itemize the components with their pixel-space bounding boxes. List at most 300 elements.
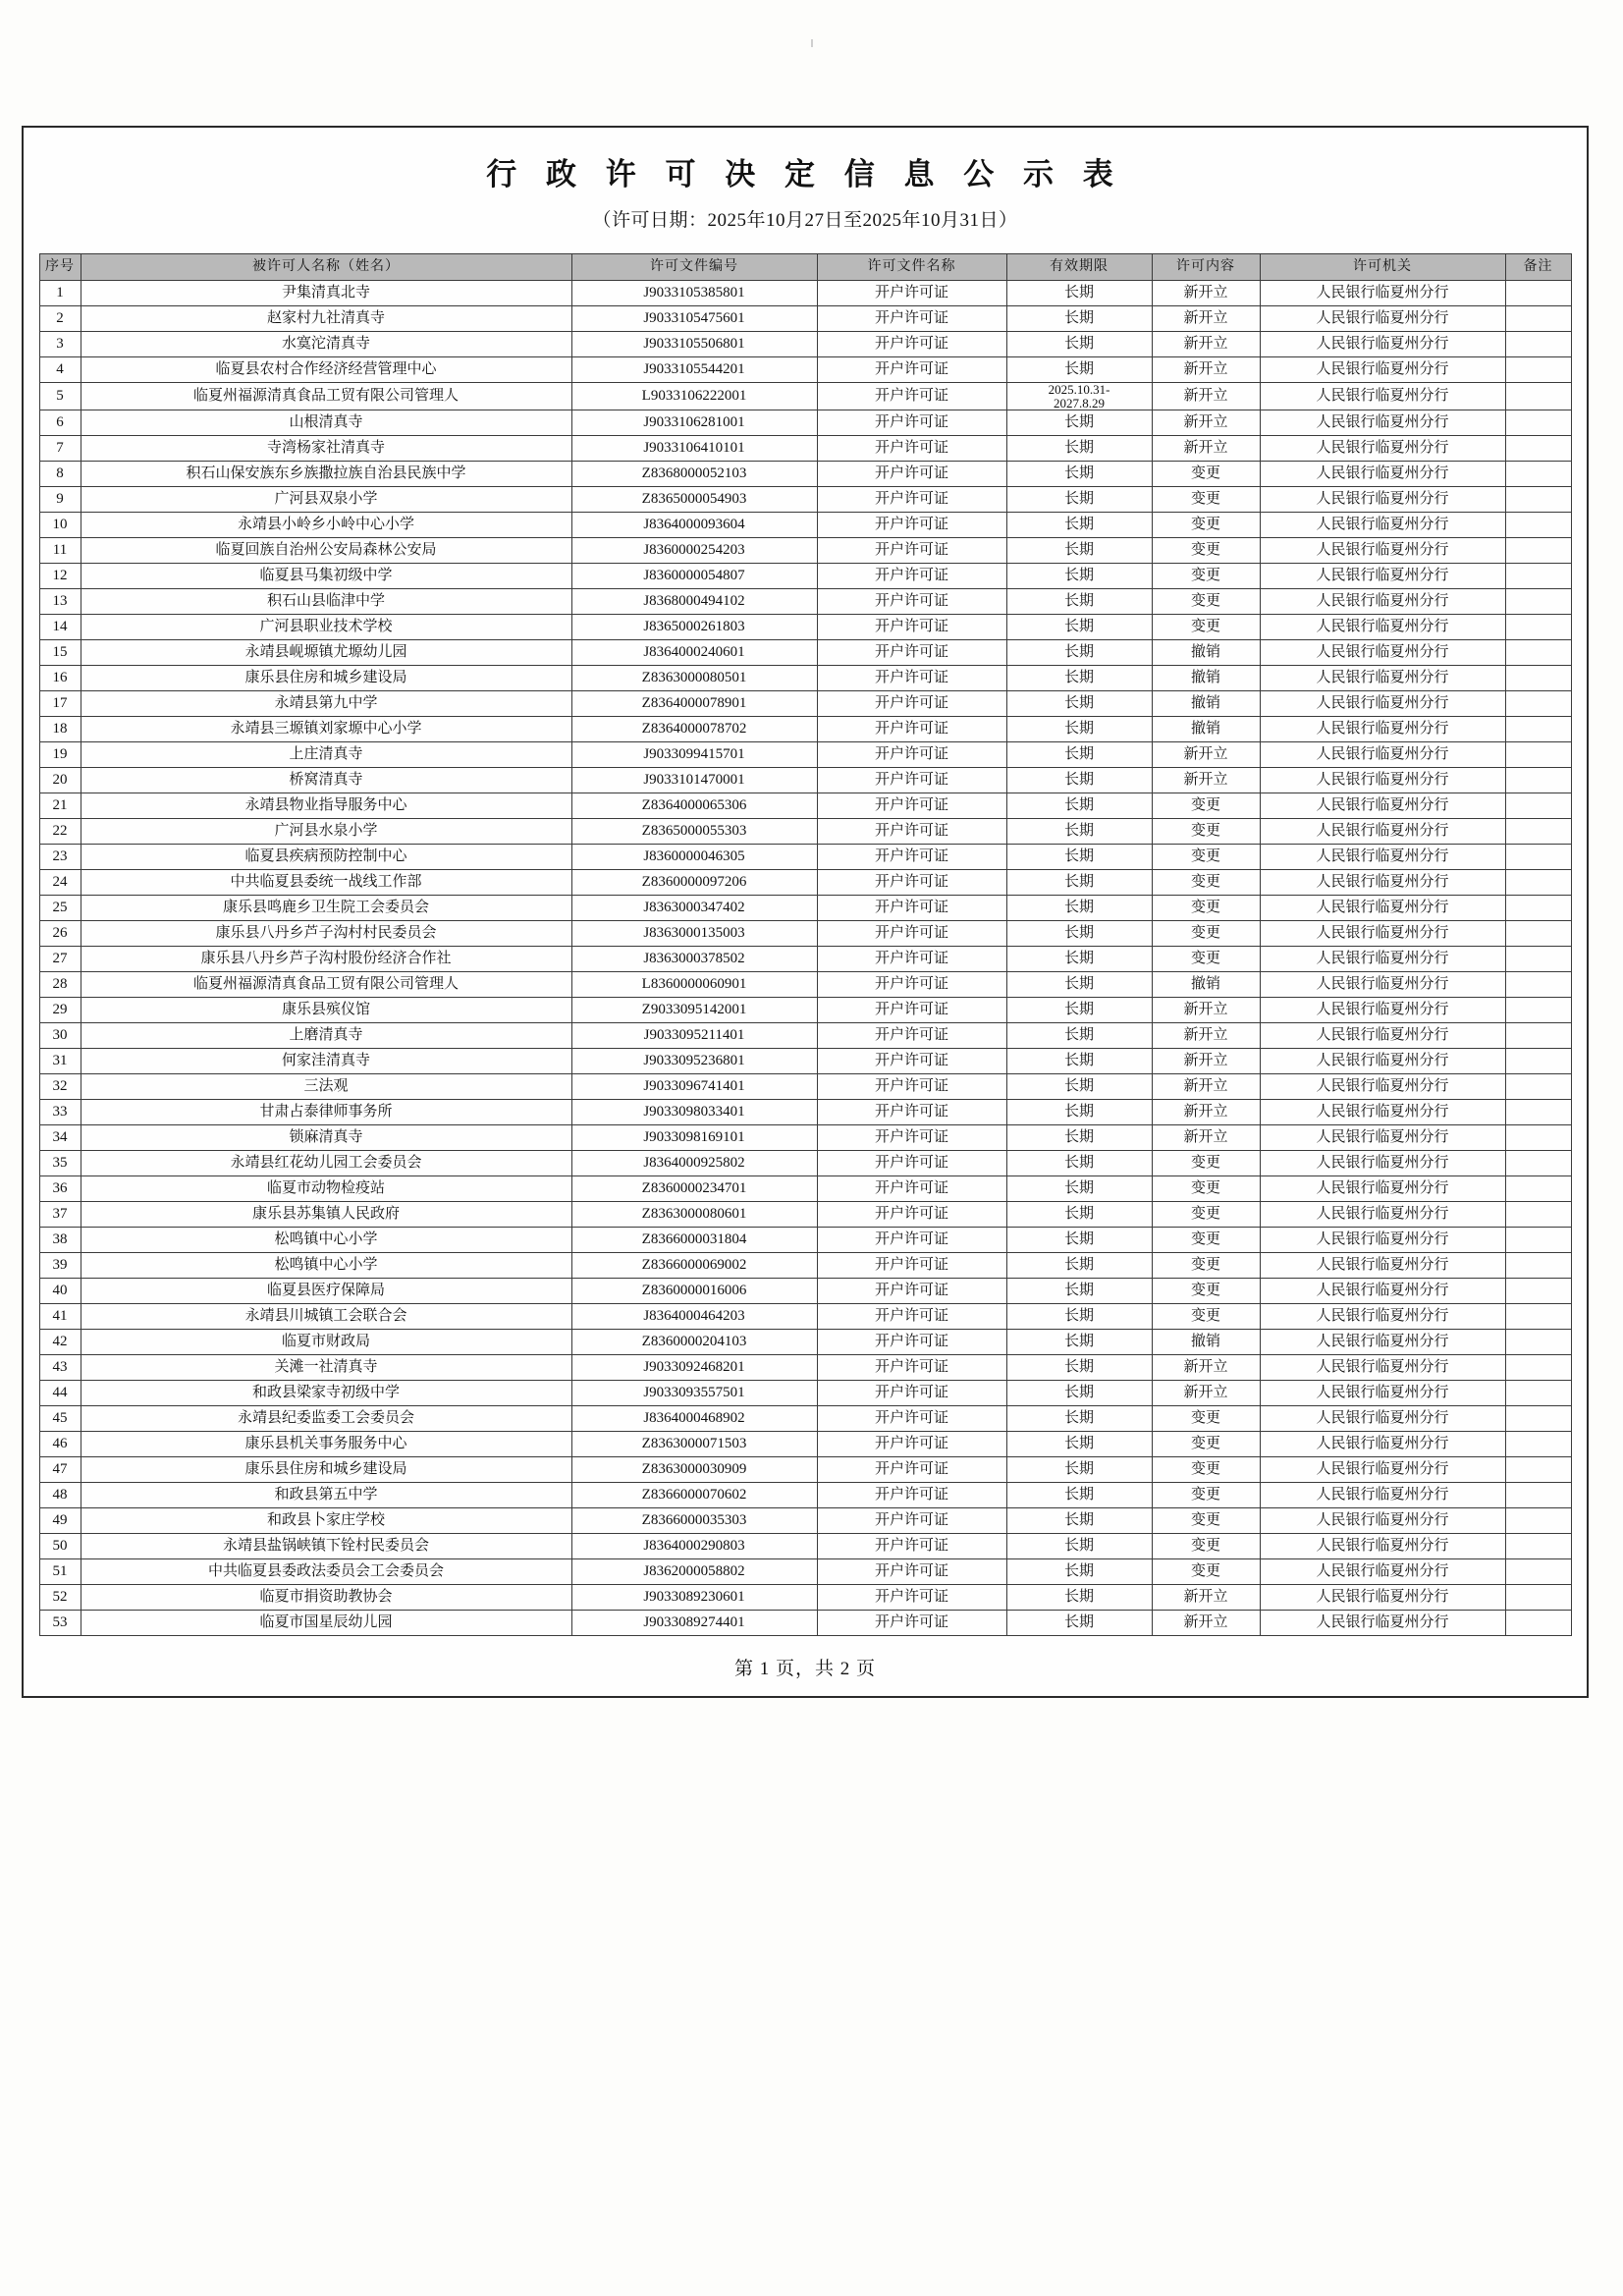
cell-doc-name: 开户许可证 <box>817 589 1006 615</box>
cell-index: 46 <box>39 1432 81 1457</box>
cell-authority: 人民银行临夏州分行 <box>1260 768 1505 793</box>
cell-content: 新开立 <box>1152 410 1260 436</box>
cell-remark <box>1505 640 1571 666</box>
cell-content: 变更 <box>1152 487 1260 513</box>
cell-content: 变更 <box>1152 793 1260 819</box>
cell-content: 变更 <box>1152 538 1260 564</box>
cell-content: 变更 <box>1152 1559 1260 1585</box>
cell-doc-name: 开户许可证 <box>817 1202 1006 1228</box>
column-header-remark: 备注 <box>1505 254 1571 281</box>
cell-content: 变更 <box>1152 1253 1260 1279</box>
cell-remark <box>1505 742 1571 768</box>
table-row <box>39 1508 1571 1534</box>
cell-remark <box>1505 410 1571 436</box>
cell-licensee: 和政县第五中学 <box>81 1483 571 1508</box>
cell-validity: 长期 <box>1006 1176 1152 1202</box>
cell-index: 20 <box>39 768 81 793</box>
permit-table <box>39 253 1572 1636</box>
table-row <box>39 1049 1571 1074</box>
cell-doc-number: L8360000060901 <box>571 972 817 998</box>
cell-doc-number: J9033098169101 <box>571 1125 817 1151</box>
cell-index: 51 <box>39 1559 81 1585</box>
cell-doc-number: J9033089274401 <box>571 1611 817 1636</box>
cell-doc-name: 开户许可证 <box>817 1100 1006 1125</box>
table-row <box>39 1559 1571 1585</box>
cell-authority: 人民银行临夏州分行 <box>1260 1457 1505 1483</box>
table-body <box>39 281 1571 1636</box>
cell-doc-name: 开户许可证 <box>817 1228 1006 1253</box>
cell-validity: 长期 <box>1006 538 1152 564</box>
cell-validity: 长期 <box>1006 1508 1152 1534</box>
cell-doc-number: Z8360000234701 <box>571 1176 817 1202</box>
cell-licensee: 永靖县物业指导服务中心 <box>81 793 571 819</box>
cell-licensee: 积石山县临津中学 <box>81 589 571 615</box>
cell-content: 变更 <box>1152 870 1260 896</box>
cell-doc-name: 开户许可证 <box>817 1074 1006 1100</box>
cell-authority: 人民银行临夏州分行 <box>1260 1381 1505 1406</box>
cell-doc-number: L9033106222001 <box>571 383 817 410</box>
cell-doc-name: 开户许可证 <box>817 819 1006 845</box>
cell-validity: 长期 <box>1006 357 1152 383</box>
cell-authority: 人民银行临夏州分行 <box>1260 1100 1505 1125</box>
cell-authority: 人民银行临夏州分行 <box>1260 1304 1505 1330</box>
cell-authority: 人民银行临夏州分行 <box>1260 1330 1505 1355</box>
cell-index: 4 <box>39 357 81 383</box>
cell-doc-number: Z8366000069002 <box>571 1253 817 1279</box>
cell-content: 变更 <box>1152 1483 1260 1508</box>
cell-licensee: 三法观 <box>81 1074 571 1100</box>
cell-validity: 长期 <box>1006 742 1152 768</box>
cell-authority: 人民银行临夏州分行 <box>1260 1228 1505 1253</box>
page-title: 行 政 许 可 决 定 信 息 公 示 表 <box>486 157 1124 191</box>
cell-doc-name: 开户许可证 <box>817 332 1006 357</box>
cell-validity: 长期 <box>1006 768 1152 793</box>
cell-authority: 人民银行临夏州分行 <box>1260 1559 1505 1585</box>
cell-index: 24 <box>39 870 81 896</box>
cell-authority: 人民银行临夏州分行 <box>1260 1406 1505 1432</box>
cell-doc-number: Z8363000071503 <box>571 1432 817 1457</box>
cell-authority: 人民银行临夏州分行 <box>1260 462 1505 487</box>
cell-doc-name: 开户许可证 <box>817 357 1006 383</box>
cell-licensee: 永靖县三塬镇刘家塬中心小学 <box>81 717 571 742</box>
cell-index: 13 <box>39 589 81 615</box>
cell-licensee: 赵家村九社清真寺 <box>81 306 571 332</box>
cell-remark <box>1505 1100 1571 1125</box>
cell-licensee: 康乐县住房和城乡建设局 <box>81 1457 571 1483</box>
cell-index: 44 <box>39 1381 81 1406</box>
cell-doc-name: 开户许可证 <box>817 564 1006 589</box>
cell-doc-name: 开户许可证 <box>817 281 1006 306</box>
cell-licensee: 临夏市捐资助教协会 <box>81 1585 571 1611</box>
cell-doc-name: 开户许可证 <box>817 1457 1006 1483</box>
cell-content: 变更 <box>1152 1508 1260 1534</box>
cell-doc-number: Z8360000204103 <box>571 1330 817 1355</box>
cell-content: 新开立 <box>1152 768 1260 793</box>
cell-content: 新开立 <box>1152 383 1260 410</box>
cell-licensee: 康乐县苏集镇人民政府 <box>81 1202 571 1228</box>
cell-index: 6 <box>39 410 81 436</box>
cell-index: 42 <box>39 1330 81 1355</box>
cell-doc-number: Z8368000052103 <box>571 462 817 487</box>
cell-doc-number: J9033096741401 <box>571 1074 817 1100</box>
cell-authority: 人民银行临夏州分行 <box>1260 513 1505 538</box>
cell-validity: 长期 <box>1006 1381 1152 1406</box>
cell-licensee: 永靖县川城镇工会联合会 <box>81 1304 571 1330</box>
cell-doc-number: J9033099415701 <box>571 742 817 768</box>
cell-index: 35 <box>39 1151 81 1176</box>
table-row <box>39 1432 1571 1457</box>
table-row <box>39 998 1571 1023</box>
cell-doc-name: 开户许可证 <box>817 1508 1006 1534</box>
cell-validity: 长期 <box>1006 1151 1152 1176</box>
cell-content: 新开立 <box>1152 281 1260 306</box>
cell-doc-number: Z8365000055303 <box>571 819 817 845</box>
cell-index: 31 <box>39 1049 81 1074</box>
cell-validity: 长期 <box>1006 281 1152 306</box>
cell-remark <box>1505 793 1571 819</box>
cell-content: 撤销 <box>1152 666 1260 691</box>
cell-validity: 长期 <box>1006 306 1152 332</box>
table-row <box>39 1330 1571 1355</box>
cell-remark <box>1505 947 1571 972</box>
cell-remark <box>1505 1304 1571 1330</box>
cell-authority: 人民银行临夏州分行 <box>1260 1151 1505 1176</box>
cell-remark <box>1505 998 1571 1023</box>
cell-doc-number: J9033095211401 <box>571 1023 817 1049</box>
cell-licensee: 关滩一社清真寺 <box>81 1355 571 1381</box>
cell-remark <box>1505 332 1571 357</box>
cell-content: 变更 <box>1152 1406 1260 1432</box>
cell-doc-number: J9033106281001 <box>571 410 817 436</box>
cell-remark <box>1505 589 1571 615</box>
table-row <box>39 564 1571 589</box>
cell-authority: 人民银行临夏州分行 <box>1260 640 1505 666</box>
cell-remark <box>1505 1279 1571 1304</box>
cell-authority: 人民银行临夏州分行 <box>1260 742 1505 768</box>
cell-licensee: 永靖县小岭乡小岭中心小学 <box>81 513 571 538</box>
cell-doc-number: J8365000261803 <box>571 615 817 640</box>
cell-content: 变更 <box>1152 1176 1260 1202</box>
cell-authority: 人民银行临夏州分行 <box>1260 1253 1505 1279</box>
cell-index: 50 <box>39 1534 81 1559</box>
cell-content: 新开立 <box>1152 1023 1260 1049</box>
cell-content: 新开立 <box>1152 1125 1260 1151</box>
cell-doc-number: J9033106410101 <box>571 436 817 462</box>
cell-licensee: 上磨清真寺 <box>81 1023 571 1049</box>
cell-doc-number: J8363000378502 <box>571 947 817 972</box>
cell-doc-number: J9033105544201 <box>571 357 817 383</box>
table-row <box>39 819 1571 845</box>
cell-validity: 长期 <box>1006 691 1152 717</box>
cell-doc-number: J9033089230601 <box>571 1585 817 1611</box>
cell-doc-number: J8364000925802 <box>571 1151 817 1176</box>
cell-content: 变更 <box>1152 462 1260 487</box>
table-row <box>39 410 1571 436</box>
column-header-doc-number: 许可文件编号 <box>571 254 817 281</box>
cell-validity: 长期 <box>1006 1457 1152 1483</box>
cell-content: 变更 <box>1152 589 1260 615</box>
cell-remark <box>1505 1432 1571 1457</box>
cell-index: 53 <box>39 1611 81 1636</box>
cell-authority: 人民银行临夏州分行 <box>1260 1585 1505 1611</box>
cell-authority: 人民银行临夏州分行 <box>1260 589 1505 615</box>
cell-index: 38 <box>39 1228 81 1253</box>
cell-doc-number: J8362000058802 <box>571 1559 817 1585</box>
cell-validity: 长期 <box>1006 1355 1152 1381</box>
cell-licensee: 永靖县红花幼儿园工会委员会 <box>81 1151 571 1176</box>
cell-index: 14 <box>39 615 81 640</box>
cell-doc-name: 开户许可证 <box>817 921 1006 947</box>
cell-remark <box>1505 691 1571 717</box>
cell-doc-number: J9033105506801 <box>571 332 817 357</box>
cell-authority: 人民银行临夏州分行 <box>1260 947 1505 972</box>
cell-index: 26 <box>39 921 81 947</box>
cell-doc-name: 开户许可证 <box>817 640 1006 666</box>
cell-licensee: 中共临夏县委统一战线工作部 <box>81 870 571 896</box>
cell-doc-name: 开户许可证 <box>817 845 1006 870</box>
cell-index: 28 <box>39 972 81 998</box>
cell-content: 新开立 <box>1152 1049 1260 1074</box>
cell-validity: 长期 <box>1006 1125 1152 1151</box>
cell-index: 33 <box>39 1100 81 1125</box>
cell-validity: 长期 <box>1006 921 1152 947</box>
cell-doc-number: J8363000347402 <box>571 896 817 921</box>
cell-doc-name: 开户许可证 <box>817 436 1006 462</box>
table-row <box>39 538 1571 564</box>
cell-doc-name: 开户许可证 <box>817 1585 1006 1611</box>
cell-content: 新开立 <box>1152 357 1260 383</box>
cell-licensee: 临夏市财政局 <box>81 1330 571 1355</box>
cell-remark <box>1505 1049 1571 1074</box>
cell-content: 变更 <box>1152 1202 1260 1228</box>
cell-content: 新开立 <box>1152 306 1260 332</box>
cell-content: 新开立 <box>1152 1355 1260 1381</box>
cell-doc-name: 开户许可证 <box>817 1176 1006 1202</box>
cell-validity: 长期 <box>1006 1074 1152 1100</box>
table-row <box>39 666 1571 691</box>
cell-index: 37 <box>39 1202 81 1228</box>
table-row <box>39 845 1571 870</box>
cell-validity: 长期 <box>1006 1330 1152 1355</box>
cell-validity: 长期 <box>1006 589 1152 615</box>
cell-doc-number: J9033093557501 <box>571 1381 817 1406</box>
table-row <box>39 1381 1571 1406</box>
cell-content: 撤销 <box>1152 717 1260 742</box>
cell-doc-name: 开户许可证 <box>817 615 1006 640</box>
cell-remark <box>1505 768 1571 793</box>
cell-index: 25 <box>39 896 81 921</box>
cell-validity: 长期 <box>1006 1585 1152 1611</box>
cell-content: 新开立 <box>1152 1100 1260 1125</box>
cell-licensee: 康乐县鸣鹿乡卫生院工会委员会 <box>81 896 571 921</box>
cell-authority: 人民银行临夏州分行 <box>1260 845 1505 870</box>
table-row <box>39 1100 1571 1125</box>
cell-licensee: 松鸣镇中心小学 <box>81 1228 571 1253</box>
cell-licensee: 临夏州福源清真食品工贸有限公司管理人 <box>81 972 571 998</box>
cell-doc-name: 开户许可证 <box>817 306 1006 332</box>
cell-authority: 人民银行临夏州分行 <box>1260 436 1505 462</box>
cell-licensee: 尹集清真北寺 <box>81 281 571 306</box>
cell-doc-name: 开户许可证 <box>817 947 1006 972</box>
cell-licensee: 和政县卜家庄学校 <box>81 1508 571 1534</box>
table-row <box>39 717 1571 742</box>
table-row <box>39 1228 1571 1253</box>
cell-doc-name: 开户许可证 <box>817 896 1006 921</box>
table-row <box>39 947 1571 972</box>
cell-validity: 长期 <box>1006 640 1152 666</box>
table-row <box>39 589 1571 615</box>
cell-licensee: 永靖县岘塬镇尤塬幼儿园 <box>81 640 571 666</box>
cell-doc-name: 开户许可证 <box>817 1611 1006 1636</box>
page-subtitle: （许可日期：2025年10月27日至2025年10月31日） <box>592 210 1018 231</box>
cell-index: 21 <box>39 793 81 819</box>
cell-licensee: 上庄清真寺 <box>81 742 571 768</box>
cell-doc-number: J9033105475601 <box>571 306 817 332</box>
cell-index: 29 <box>39 998 81 1023</box>
cell-remark <box>1505 487 1571 513</box>
cell-content: 新开立 <box>1152 1611 1260 1636</box>
table-row <box>39 306 1571 332</box>
cell-remark <box>1505 1151 1571 1176</box>
cell-authority: 人民银行临夏州分行 <box>1260 793 1505 819</box>
cell-doc-number: J9033105385801 <box>571 281 817 306</box>
page-footer: 第 1 页，共 2 页 <box>733 1659 876 1680</box>
cell-doc-name: 开户许可证 <box>817 1406 1006 1432</box>
cell-content: 变更 <box>1152 1534 1260 1559</box>
table-row <box>39 1279 1571 1304</box>
cell-doc-number: Z8360000016006 <box>571 1279 817 1304</box>
cell-doc-name: 开户许可证 <box>817 1534 1006 1559</box>
cell-validity: 长期 <box>1006 1432 1152 1457</box>
table-row <box>39 1611 1571 1636</box>
cell-content: 变更 <box>1152 1457 1260 1483</box>
cell-authority: 人民银行临夏州分行 <box>1260 870 1505 896</box>
cell-doc-number: J8363000135003 <box>571 921 817 947</box>
cell-validity: 长期 <box>1006 1304 1152 1330</box>
cell-doc-name: 开户许可证 <box>817 1023 1006 1049</box>
cell-doc-number: J8368000494102 <box>571 589 817 615</box>
cell-index: 9 <box>39 487 81 513</box>
cell-validity: 长期 <box>1006 947 1152 972</box>
cell-validity: 长期 <box>1006 870 1152 896</box>
cell-doc-number: J8364000290803 <box>571 1534 817 1559</box>
cell-validity: 长期 <box>1006 513 1152 538</box>
cell-authority: 人民银行临夏州分行 <box>1260 1508 1505 1534</box>
cell-index: 48 <box>39 1483 81 1508</box>
cell-index: 43 <box>39 1355 81 1381</box>
cell-licensee: 广河县水泉小学 <box>81 819 571 845</box>
cell-remark <box>1505 357 1571 383</box>
cell-remark <box>1505 1253 1571 1279</box>
cell-doc-name: 开户许可证 <box>817 717 1006 742</box>
cell-remark <box>1505 1023 1571 1049</box>
cell-content: 新开立 <box>1152 742 1260 768</box>
cell-remark <box>1505 1228 1571 1253</box>
cell-index: 10 <box>39 513 81 538</box>
column-header-content: 许可内容 <box>1152 254 1260 281</box>
cell-doc-number: Z8363000080501 <box>571 666 817 691</box>
cell-licensee: 临夏回族自治州公安局森林公安局 <box>81 538 571 564</box>
cell-index: 8 <box>39 462 81 487</box>
cell-authority: 人民银行临夏州分行 <box>1260 538 1505 564</box>
cell-doc-number: Z9033095142001 <box>571 998 817 1023</box>
cell-index: 15 <box>39 640 81 666</box>
table-row <box>39 1483 1571 1508</box>
cell-doc-name: 开户许可证 <box>817 666 1006 691</box>
cell-authority: 人民银行临夏州分行 <box>1260 1534 1505 1559</box>
table-row <box>39 513 1571 538</box>
cell-remark <box>1505 513 1571 538</box>
cell-licensee: 康乐县八丹乡芦子沟村村民委员会 <box>81 921 571 947</box>
table-row <box>39 691 1571 717</box>
cell-authority: 人民银行临夏州分行 <box>1260 1074 1505 1100</box>
cell-doc-number: J8364000464203 <box>571 1304 817 1330</box>
cell-remark <box>1505 1483 1571 1508</box>
cell-licensee: 临夏市动物检疫站 <box>81 1176 571 1202</box>
cell-index: 30 <box>39 1023 81 1049</box>
cell-content: 变更 <box>1152 921 1260 947</box>
cell-licensee: 临夏市国星辰幼儿园 <box>81 1611 571 1636</box>
cell-remark <box>1505 1074 1571 1100</box>
cell-remark <box>1505 921 1571 947</box>
table-row <box>39 332 1571 357</box>
cell-doc-number: J9033092468201 <box>571 1355 817 1381</box>
cell-authority: 人民银行临夏州分行 <box>1260 1432 1505 1457</box>
cell-doc-number: J8364000468902 <box>571 1406 817 1432</box>
cell-remark <box>1505 564 1571 589</box>
cell-index: 17 <box>39 691 81 717</box>
cell-validity: 长期 <box>1006 487 1152 513</box>
cell-doc-number: J9033095236801 <box>571 1049 817 1074</box>
table-row <box>39 896 1571 921</box>
cell-remark <box>1505 1457 1571 1483</box>
cell-index: 47 <box>39 1457 81 1483</box>
cell-authority: 人民银行临夏州分行 <box>1260 410 1505 436</box>
cell-remark <box>1505 1585 1571 1611</box>
cell-index: 45 <box>39 1406 81 1432</box>
table-row <box>39 462 1571 487</box>
table-row <box>39 1406 1571 1432</box>
cell-authority: 人民银行临夏州分行 <box>1260 1049 1505 1074</box>
table-row <box>39 1355 1571 1381</box>
cell-content: 撤销 <box>1152 1330 1260 1355</box>
column-header-authority: 许可机关 <box>1260 254 1505 281</box>
cell-doc-number: Z8364000065306 <box>571 793 817 819</box>
cell-remark <box>1505 1611 1571 1636</box>
cell-authority: 人民银行临夏州分行 <box>1260 357 1505 383</box>
cell-validity: 长期 <box>1006 1049 1152 1074</box>
cell-doc-name: 开户许可证 <box>817 972 1006 998</box>
cell-doc-name: 开户许可证 <box>817 1279 1006 1304</box>
cell-authority: 人民银行临夏州分行 <box>1260 1023 1505 1049</box>
column-header-licensee: 被许可人名称（姓名） <box>81 254 571 281</box>
cell-doc-name: 开户许可证 <box>817 1559 1006 1585</box>
column-header-index: 序号 <box>39 254 81 281</box>
cell-validity: 长期 <box>1006 845 1152 870</box>
cell-index: 18 <box>39 717 81 742</box>
table-row <box>39 357 1571 383</box>
cell-content: 变更 <box>1152 564 1260 589</box>
cell-validity: 长期 <box>1006 615 1152 640</box>
cell-authority: 人民银行临夏州分行 <box>1260 691 1505 717</box>
cell-authority: 人民银行临夏州分行 <box>1260 615 1505 640</box>
table-row <box>39 1253 1571 1279</box>
cell-doc-number: Z8365000054903 <box>571 487 817 513</box>
cell-doc-number: J9033101470001 <box>571 768 817 793</box>
cell-content: 新开立 <box>1152 1381 1260 1406</box>
cell-validity <box>1006 383 1152 410</box>
cell-authority: 人民银行临夏州分行 <box>1260 1176 1505 1202</box>
